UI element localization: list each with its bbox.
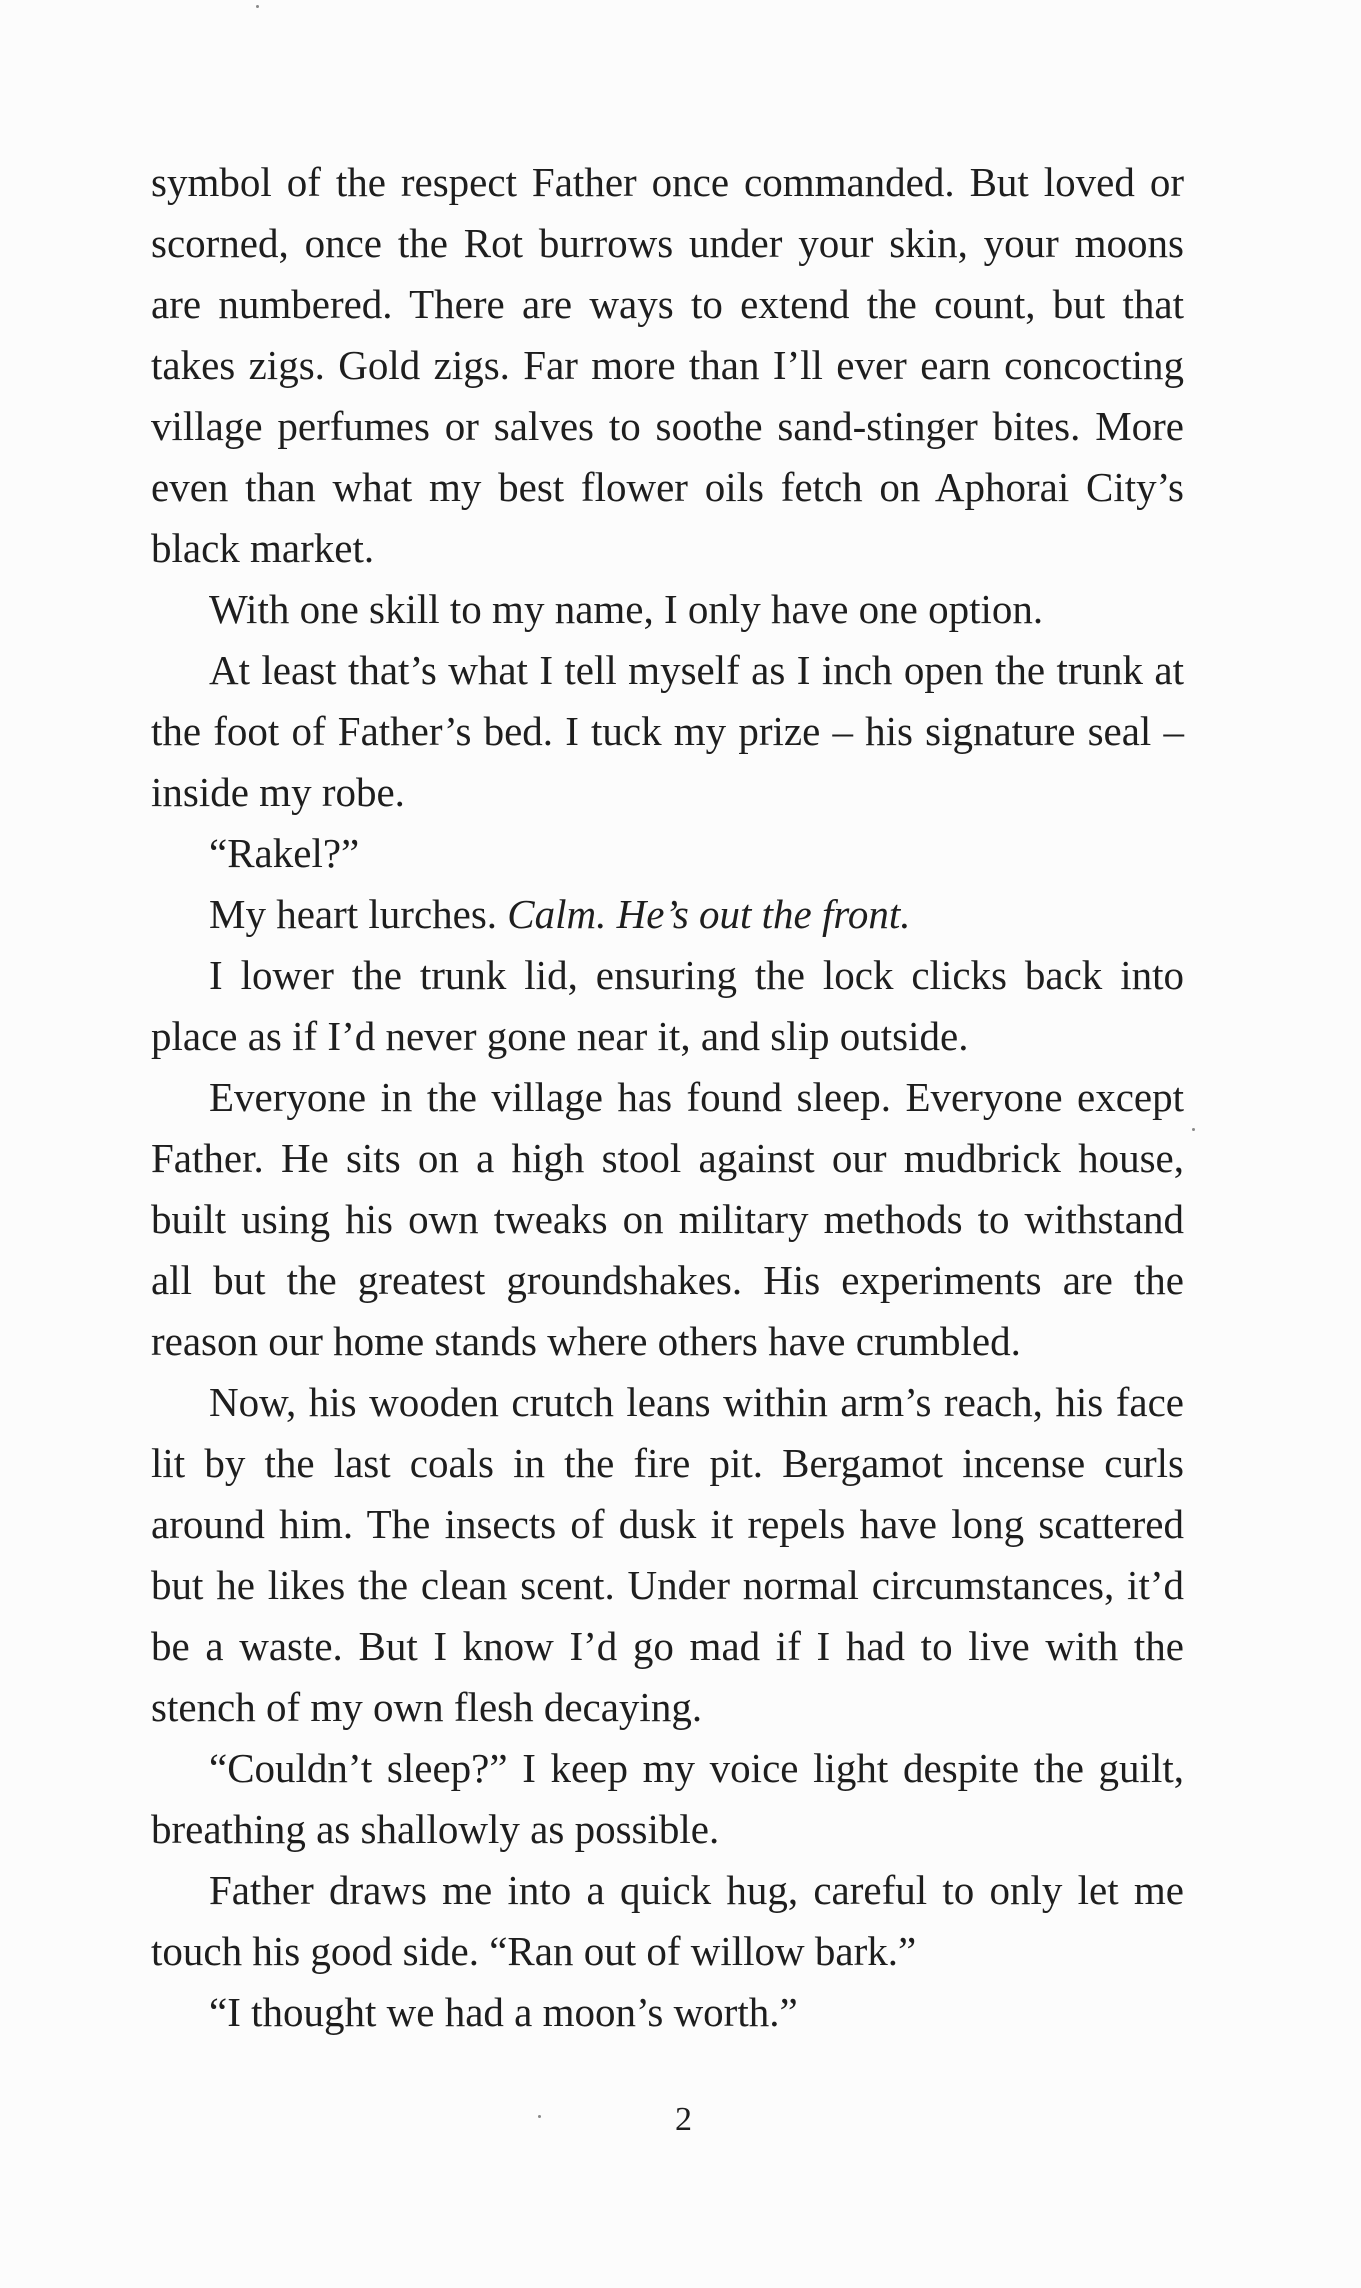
body-text — [151, 152, 1184, 2043]
scan-speck — [256, 5, 259, 8]
paragraph-9: “Couldn’t sleep?” I keep my voice light despite the guilt, breathing as shallowly as possible. — [151, 1745, 1184, 1852]
paragraph-5-text: My heart lurches. — [209, 891, 508, 937]
paragraph-7: Everyone in the village has found sleep. Everyone except Father. He sits on a high stool against our mudbrick house, built using his own tweaks on military methods to withstand all but the greatest groundshakes. His experiments are the reason our home stands where others have crumbled. — [151, 1074, 1184, 1364]
paragraph-3: At least that’s what I tell myself as I inch open the trunk at the foot of Father’s bed. I tuck my prize – his signature seal – inside my robe. — [151, 647, 1184, 815]
paragraph-10: Father draws me into a quick hug, careful to only let me touch his good side. “Ran out of willow bark.” — [151, 1867, 1184, 1974]
page-number: 2 — [675, 2101, 692, 2138]
scan-speck — [538, 2115, 541, 2118]
paragraph-11: “I thought we had a moon’s worth.” — [209, 1989, 798, 2035]
paragraph-2: With one skill to my name, I only have one option. — [209, 586, 1044, 632]
paragraph-8: Now, his wooden crutch leans within arm’s reach, his face lit by the last coals in the fire pit. Bergamot incense curls around him. The insects of dusk it repels have long scattered but he likes the clean scent. Under normal circumstances, it’d be a waste. But I know I’d go mad if I had to live with the stench of my own flesh decaying. — [151, 1379, 1184, 1730]
paragraph-5-italic: Calm. He’s out the front. — [507, 891, 911, 937]
paragraph-6: I lower the trunk lid, ensuring the lock clicks back into place as if I’d never gone near it, and slip outside. — [151, 952, 1184, 1059]
paragraph-4: “Rakel?” — [209, 830, 360, 876]
scan-speck — [1192, 1128, 1195, 1131]
paragraph-1: symbol of the respect Father once commanded. But loved or scorned, once the Rot burrows under your skin, your moons are numbered. There are ways to extend the count, but that takes zigs. Gold zigs. Far more than I’ll ever earn concocting village perfumes or salves to soothe sand-stinger bites. More even than what my best flower oils fetch on Aphorai City’s black market. — [151, 159, 1184, 571]
paragraph-5 — [151, 884, 1184, 945]
